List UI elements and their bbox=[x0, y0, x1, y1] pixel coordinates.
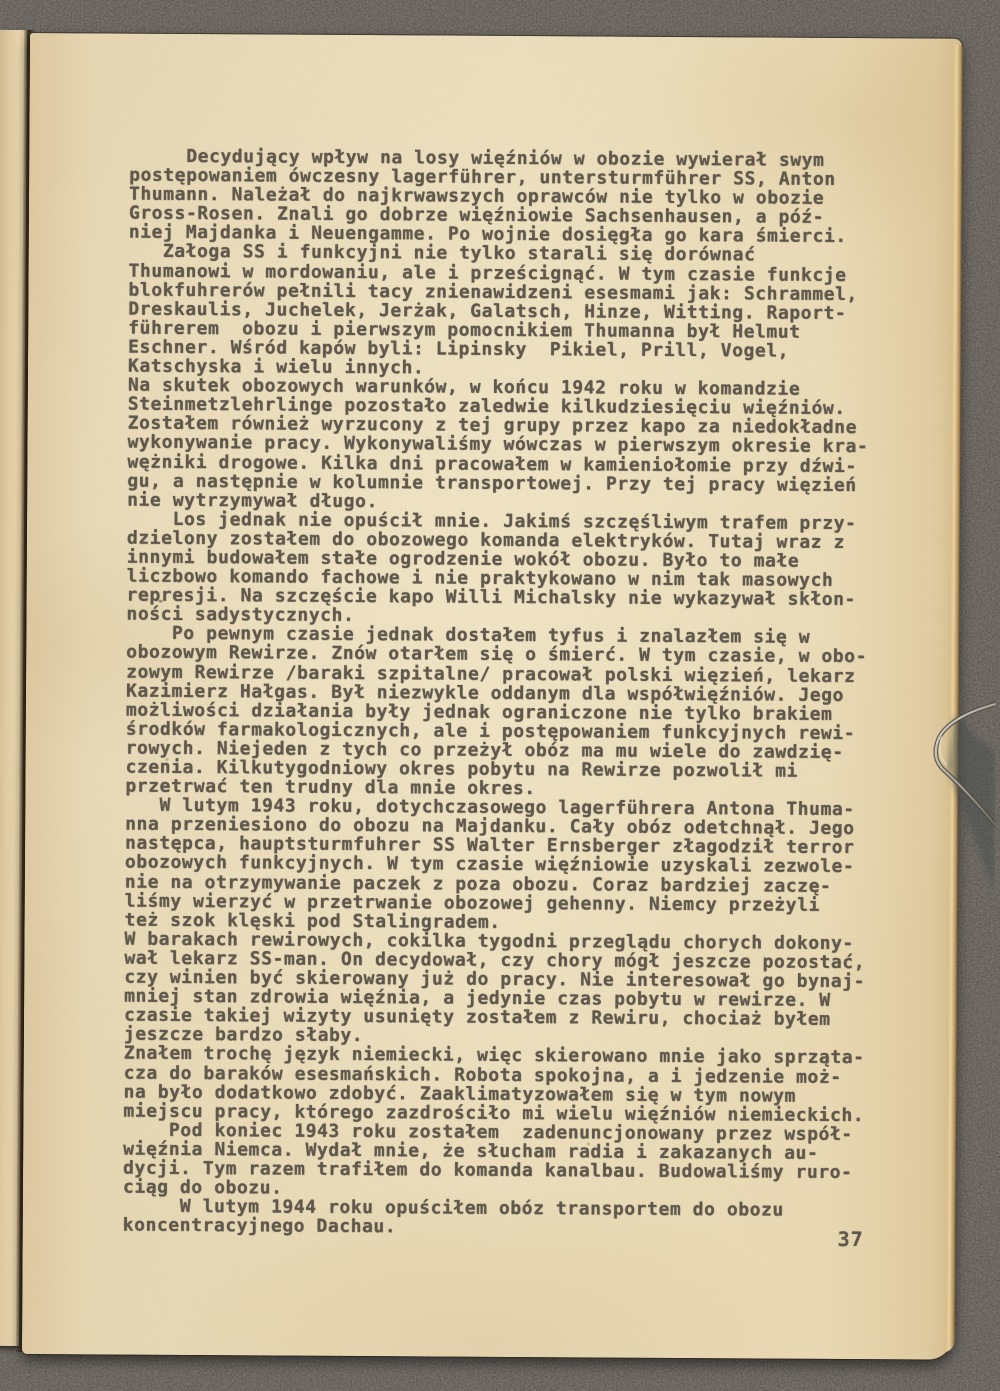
text-line: wykonywanie pracy. Wykonywaliśmy wówczas w pierwszym okresie kra- bbox=[127, 432, 869, 458]
text-line: środków farmakologicznych, ale i postępowaniem funkcyjnych rewi- bbox=[125, 718, 856, 744]
text-line: czy winien być skierowany już do pracy. Nie interesował go bynaj- bbox=[124, 966, 866, 993]
text-line: miejscu pracy, którego zazdrościło mi wielu więźniów niemieckich. bbox=[123, 1100, 865, 1126]
text-line: führerem obozu i pierwszym pomocnikiem Thumanna był Helmut bbox=[128, 317, 801, 343]
text-line: Steinmetzlehrlinge pozostało zaledwie kilkudziesięciu więźniów. bbox=[127, 393, 846, 420]
text-line: niej Majdanka i Neuengamme. Po wojnie dosięgła go kara śmierci. bbox=[128, 221, 847, 248]
text-line: też szok klęski pod Stalingradem. bbox=[124, 909, 501, 933]
text-line: obozowych funkcyjnych. W tym czasie więźniowie uzyskali zezwole- bbox=[124, 852, 855, 878]
text-line: liśmy wierzyć w przetrwanie obozowej gehenny. Niemcy przeżyli bbox=[124, 890, 820, 916]
page-number: 37 bbox=[837, 1226, 864, 1252]
text-line: rowych. Niejeden z tych co przeżył obóz ma mu wiele do zawdzię- bbox=[125, 737, 844, 763]
text-line: Po pewnym czasie jednak dostałem tyfus i znalazłem się w bbox=[126, 622, 811, 649]
text-line: dycji. Tym razem trafiłem do komanda kanalbau. Budowaliśmy ruro- bbox=[123, 1157, 853, 1184]
typewritten-text-block bbox=[123, 147, 870, 1240]
text-line: Pod koniec 1943 roku zostałem zadenuncjonowany przez współ- bbox=[123, 1119, 853, 1145]
text-line: nie na otrzymywanie paczek z poza obozu. Coraz bardziej zaczę- bbox=[124, 871, 832, 897]
text-line: jeszcze bardzo słaby. bbox=[123, 1023, 364, 1047]
text-line: nna przeniesiono do obozu na Majdanku. Cały obóz odetchnął. Jego bbox=[125, 813, 855, 840]
text-line: Thumann. Należał do najkrwawszych oprawców nie tylko w obozie bbox=[128, 183, 825, 210]
text-line: postępowaniem ówczesny lagerführer, untersturmführer SS, Anton bbox=[129, 164, 836, 191]
text-line: wężniki drogowe. Kilka dni pracowałem w kamieniołomie przy dźwi- bbox=[127, 451, 857, 477]
text-line: Załoga SS i funkcyjni nie tylko starali się dorównać bbox=[128, 241, 756, 266]
text-line: czenia. Kilkutygodniowy okres pobytu na Rewirze pozwolił mi bbox=[125, 756, 798, 782]
text-line: Katschyska i wielu innych. bbox=[127, 355, 425, 379]
text-line: W lutym 1943 roku, dotychczasowego lagerführera Antona Thuma- bbox=[125, 794, 855, 821]
text-line: nie wytrzymywał długo. bbox=[127, 489, 378, 512]
text-line: W lutym 1944 roku opuściłem obóz transportem do obozu bbox=[122, 1195, 784, 1221]
text-line: koncentracyjnego Dachau. bbox=[122, 1214, 397, 1238]
text-line: represji. Na szczęście kapo Willi Michalsky nie wykazywał skłon- bbox=[126, 584, 857, 611]
text-line: możliwości działania były jednak ograniczone nie tylko brakiem bbox=[125, 699, 833, 725]
text-line: Los jednak nie opuścił mnie. Jakimś szczęśliwym trafem przy- bbox=[126, 508, 857, 534]
text-line: więźnia Niemca. Wydał mnie, że słucham radia i zakazanych au- bbox=[123, 1138, 819, 1164]
text-line: na było dodatkowo zdobyć. Zaaklimatyzowałem się w tym nowym bbox=[123, 1081, 797, 1107]
text-line: Na skutek obozowych warunków, w końcu 1942 roku w komandzie bbox=[127, 374, 801, 400]
text-line: mniej stan zdrowia więźnia, a jedynie czas pobytu w rewirze. W bbox=[124, 985, 831, 1012]
text-line: Gross-Rosen. Znali go dobrze więźniowie Sachsenhausen, a póź- bbox=[128, 202, 825, 229]
text-line: dzielony zostałem do obozowego komanda elektryków. Tutaj wraz z bbox=[126, 527, 845, 553]
text-line: ności sadystycznych. bbox=[126, 603, 355, 627]
text-line: Thumanowi w mordowaniu, ale i prześcignąć. W tym czasie funkcje bbox=[128, 260, 847, 286]
text-line: Zostałem również wyrzucony z tej grupy przez kapo za niedokładne bbox=[127, 412, 858, 439]
text-line: liczbowo komando fachowe i nie praktykowano w nim tak masowych bbox=[126, 565, 834, 591]
text-line: Kazimierz Hałgas. Był niezwykle oddanym dla współwięźniów. Jego bbox=[125, 680, 845, 706]
text-line: wał lekarz SS-man. On decydował, czy chory mógł jeszcze pozostać, bbox=[124, 947, 866, 974]
text-line: Dreskaulis, Juchelek, Jerżak, Galatsch, Hinze, Witting. Raport- bbox=[128, 298, 847, 324]
text-line: W barakach rewirowych, cokilka tygodni przeglądu chorych dokony- bbox=[124, 928, 854, 954]
text-line: zowym Rewirze /baraki szpitalne/ pracował polski więzień, lekarz bbox=[126, 661, 856, 687]
text-line: następca, hauptsturmfuhrer SS Walter Ernsberger złagodził terror bbox=[124, 832, 855, 859]
book-page bbox=[22, 33, 962, 1360]
text-line: czasie takiej wizyty usunięty zostałem z Rewiru, chociaż byłem bbox=[123, 1004, 831, 1031]
text-line: blokfuhrerów pełnili tacy znienawidzeni esesmami jak: Schrammel, bbox=[128, 279, 858, 305]
text-line: ciąg do obozu. bbox=[122, 1176, 283, 1199]
text-line: Znałem trochę język niemiecki, więc skierowano mnie jako sprząta- bbox=[123, 1042, 865, 1069]
text-line: Eschner. Wśród kapów byli: Lipinsky Pikiel, Prill, Vogel, bbox=[128, 336, 790, 362]
clip-reflection bbox=[947, 716, 996, 893]
text-line: cza do baraków esesmańskich. Robota spokojna, a i jedzenie moż- bbox=[123, 1062, 842, 1088]
text-line: przetrwać ten trudny dla mnie okres. bbox=[125, 775, 536, 800]
text-line: obozowym Rewirze. Znów otarłem się o śmierć. W tym czasie, w obo- bbox=[126, 642, 868, 668]
text-line: innymi budowałem stałe ogrodzenie wokół obozu. Było to małe bbox=[126, 546, 800, 572]
text-line: gu, a następnie w kolumnie transportowej. Przy tej pracy więzień bbox=[127, 470, 857, 496]
page-holder-clip bbox=[895, 660, 997, 931]
text-line: Decydujący wpływ na losy więźniów w obozie wywierał swym bbox=[129, 145, 825, 171]
